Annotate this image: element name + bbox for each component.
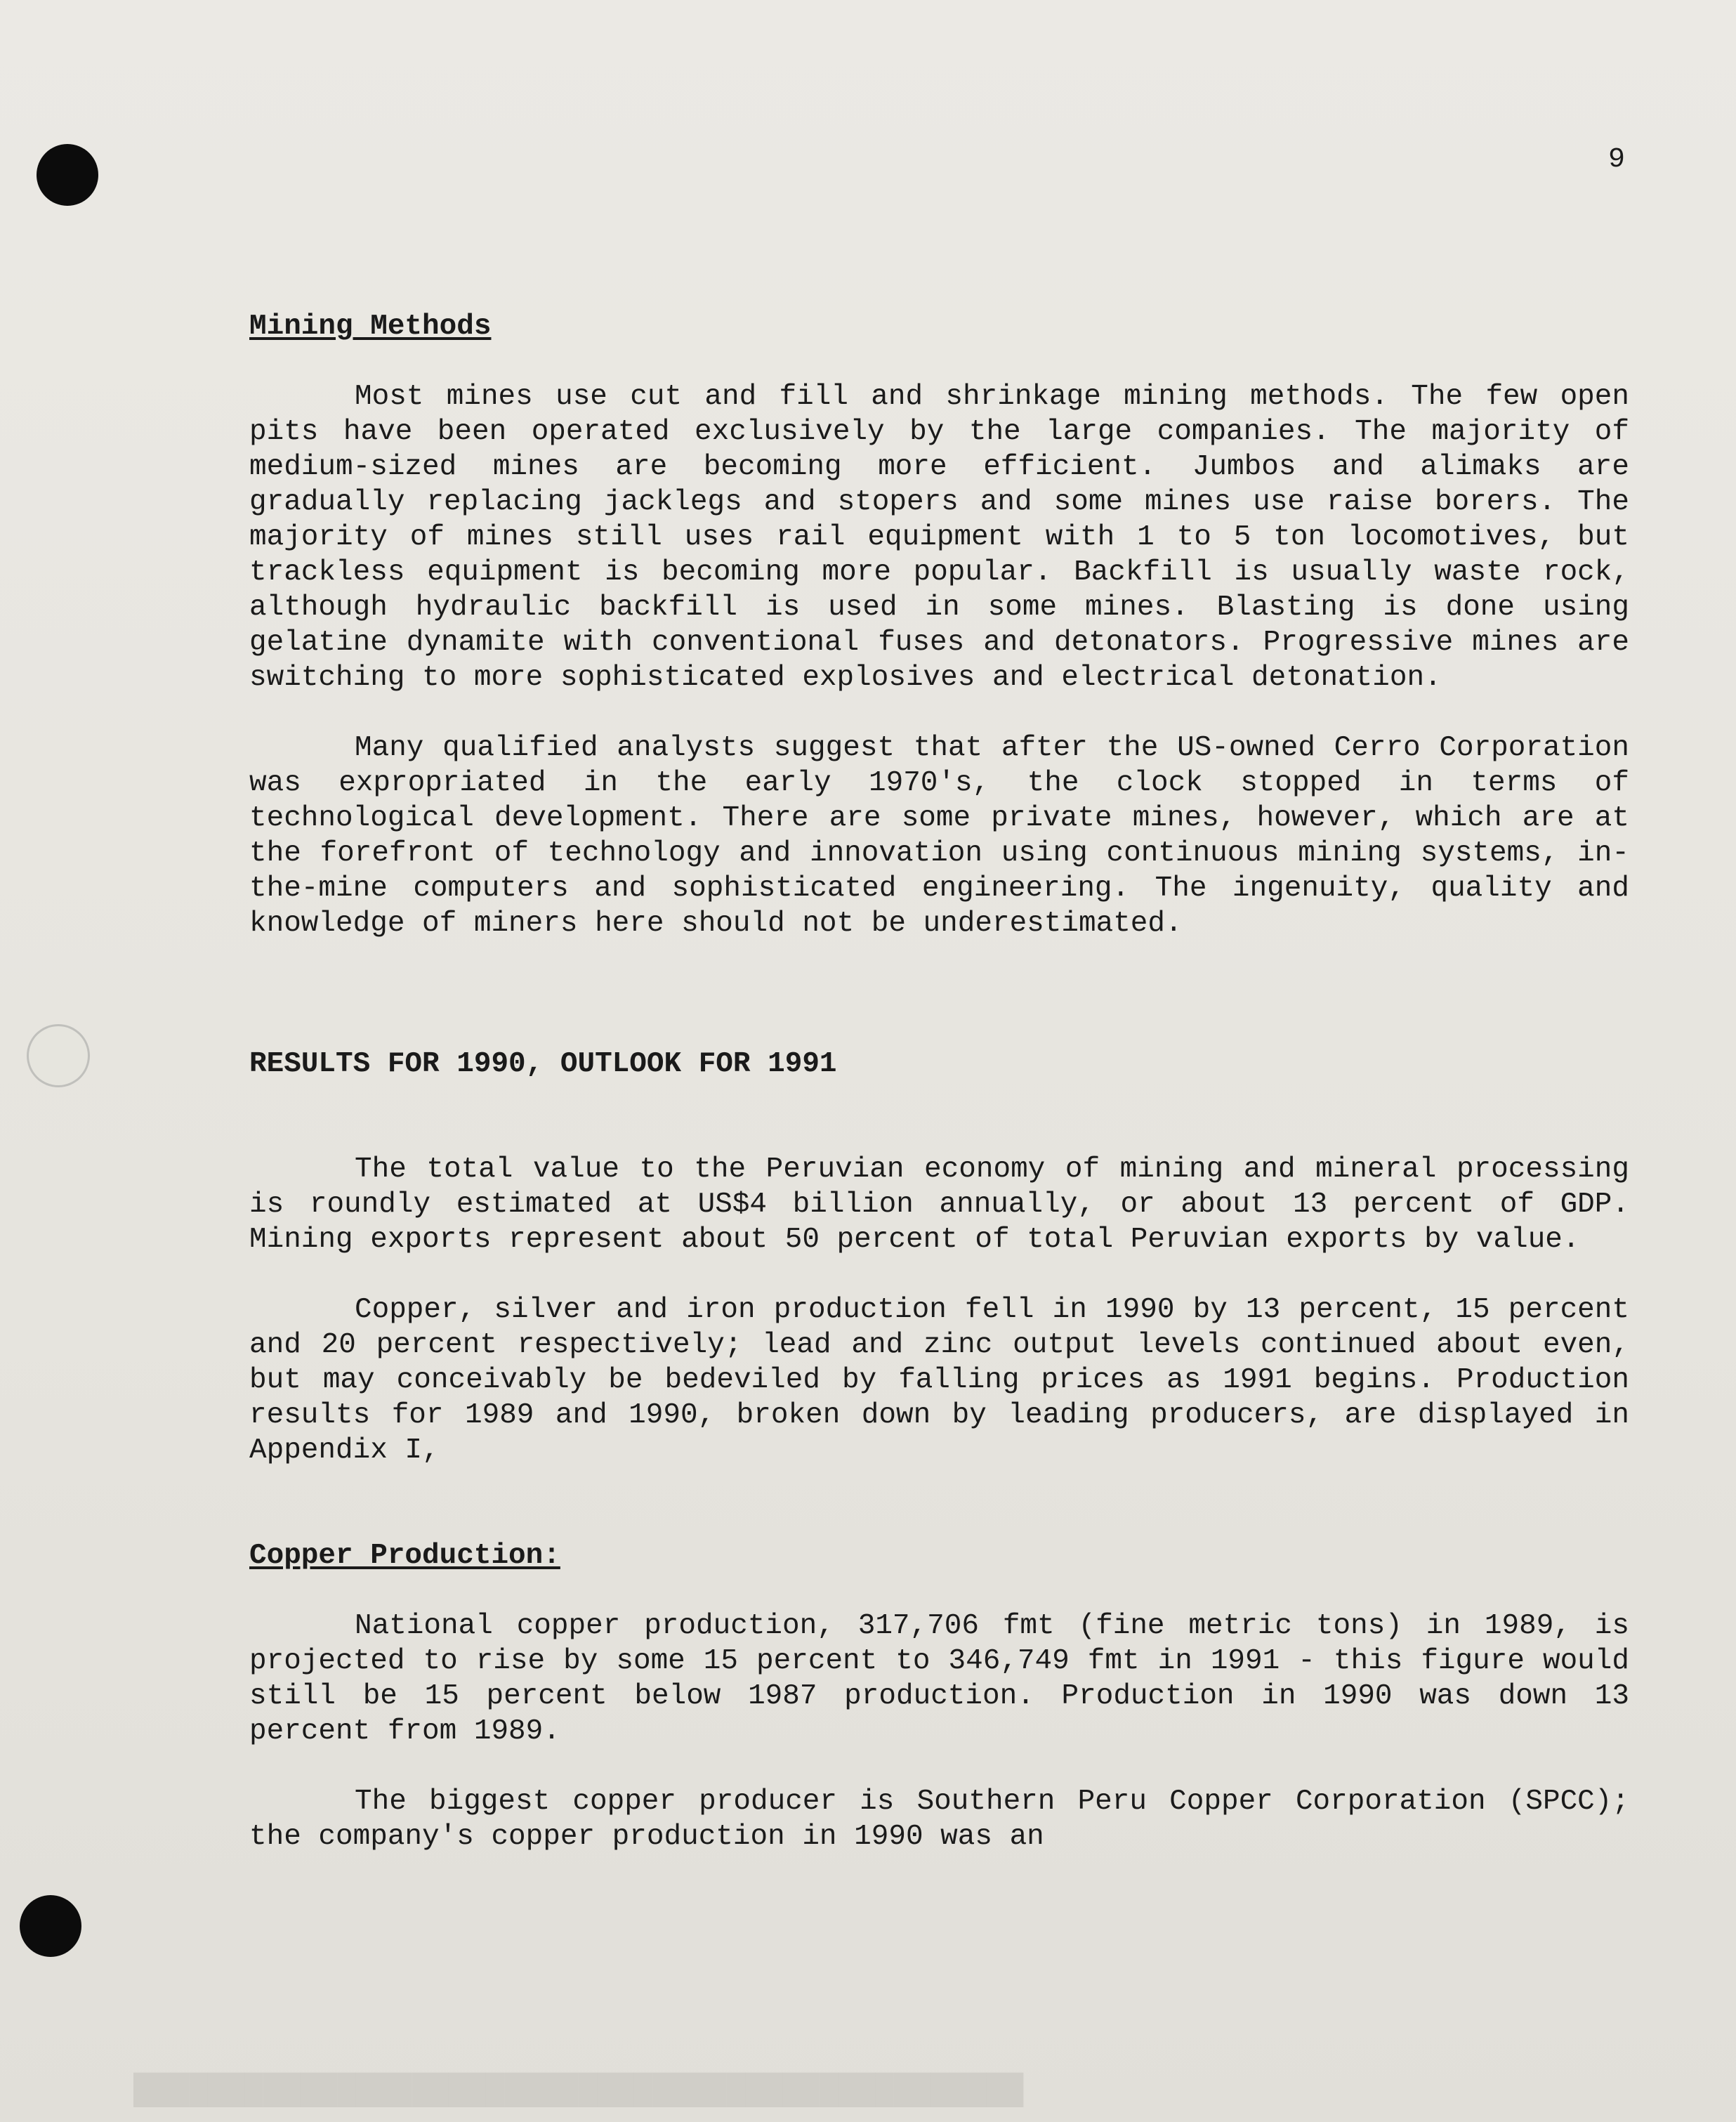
punch-hole-top [37,144,98,206]
section-heading-copper-production: Copper Production: [249,1540,560,1572]
reverse-side-bleed-through: ████████████████████████████████████████████████ [133,2072,1024,2107]
section-heading-results: RESULTS FOR 1990, OUTLOOK FOR 1991 [249,1048,837,1080]
paragraph: National copper production, 317,706 fmt (fine metric tons) in 1989, is projected to rise by some 15 percent to 346,749 fmt in 1991 - this figure would still be 15 percent below 1987 production. Production in 1990 was down 13 percent from 1989. [249,1610,1629,1748]
paragraph: The biggest copper producer is Southern Peru Copper Corporation (SPCC); the company's copper production in 1990 was an [249,1786,1629,1853]
document-body [249,309,1629,1854]
paragraph: Copper, silver and iron production fell in 1990 by 13 percent, 15 percent and 20 percent respectively; lead and zinc output levels continued about even, but may conceivably be bedeviled by falling prices as 1991 begins. Production results for 1989 and 1990, broken down by leading producers, are displayed in Appendix I, [249,1294,1629,1467]
paragraph: The total value to the Peruvian economy of mining and mineral processing is roundly estimated at US$4 billion annually, or about 13 percent of GDP. Mining exports represent about 50 percent of total Peruvian exports by value. [249,1153,1629,1256]
paragraph: Most mines use cut and fill and shrinkage mining methods. The few open pits have been operated exclusively by the large companies. The majority of medium-sized mines are becoming more efficient. Jumbos and alimaks are gradually replacing jacklegs and stopers and some mines use raise borers. The majority of mines still uses rail equipment with 1 to 5 ton locomotives, but trackless equipment is becoming more popular. Backfill is usually waste rock, although hydraulic backfill is used in some mines. Blasting is done using gelatine dynamite with conventional fuses and detonators. Progressive mines are switching to more sophisticated explosives and electrical detonation. [249,381,1629,694]
page-number: 9 [1608,144,1626,176]
punch-hole-bottom [20,1895,81,1957]
punch-hole-middle [27,1024,90,1087]
paragraph: Many qualified analysts suggest that after the US-owned Cerro Corporation was expropriated in the early 1970's, the clock stopped in terms of technological development. There are some private mines, however, which are at the forefront of technology and innovation using continuous mining systems, in-the-mine computers and sophisticated engineering. The ingenuity, quality and knowledge of miners here should not be underestimated. [249,732,1629,940]
section-heading-mining-methods: Mining Methods [249,310,492,343]
